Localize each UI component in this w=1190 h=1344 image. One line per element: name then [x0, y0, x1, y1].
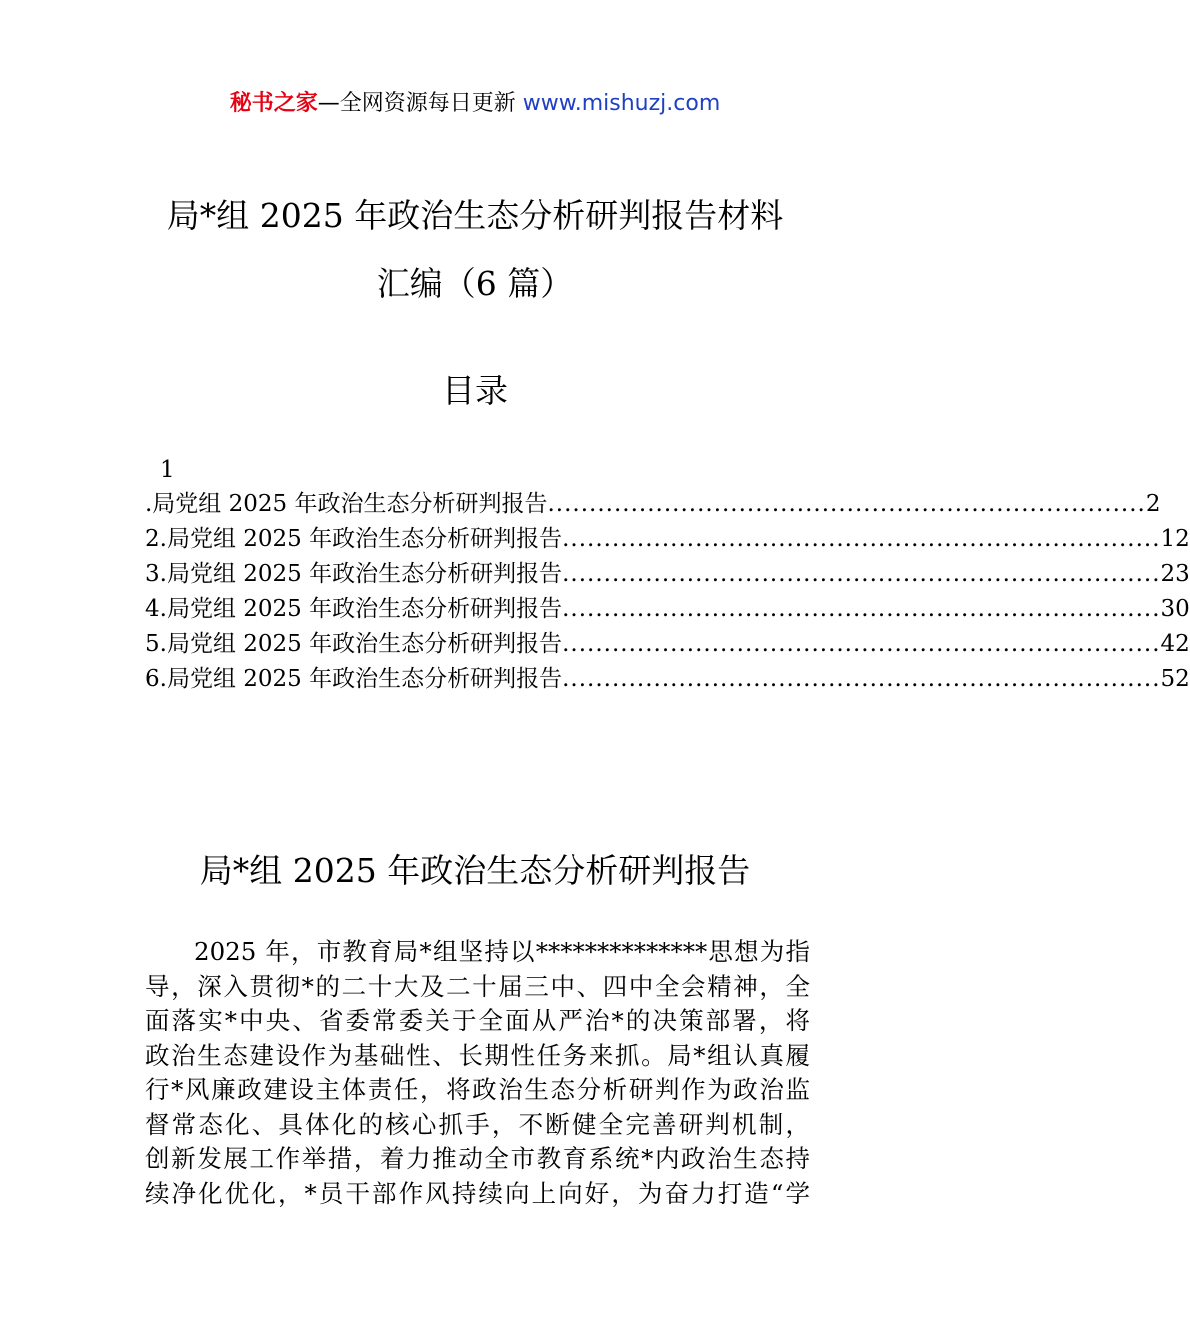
toc-entry[interactable]	[145, 522, 1190, 557]
toc-entry-page: 12	[1160, 526, 1190, 552]
toc-entry[interactable]	[145, 662, 1190, 697]
toc-entry[interactable]	[145, 487, 1161, 522]
toc-leader-dots: ........................................................................	[562, 631, 1161, 657]
toc-entry-page: 30	[1160, 596, 1190, 622]
site-banner	[0, 88, 950, 120]
toc-leader-dots: ........................................................................	[562, 596, 1161, 622]
toc-leader-dots: ........................................................................	[562, 526, 1161, 552]
toc-entry[interactable]	[145, 557, 1190, 592]
site-url-link[interactable]: www.mishuzj.com	[522, 91, 721, 116]
table-of-contents	[145, 453, 1190, 697]
document-title-line-1: 局*组 2025 年政治生态分析研判报告材料	[166, 196, 784, 235]
paragraph-line: 面落实*中央、省委常委关于全面从严治*的决策部署，将	[145, 1006, 810, 1035]
toc-first-number: 1	[160, 457, 175, 483]
paragraph-line: 政治生态建设作为基础性、长期性任务来抓。局*组认真履	[145, 1040, 810, 1070]
toc-entry-label: .局党组 2025 年政治生态分析研判报告	[145, 491, 548, 517]
toc-entry-label: 2.局党组 2025 年政治生态分析研判报告	[145, 526, 563, 552]
document-title-line-2: 汇编（6 篇）	[376, 264, 574, 303]
toc-entry-page: 23	[1160, 561, 1190, 587]
section-title: 局*组 2025 年政治生态分析研判报告	[199, 851, 751, 890]
toc-leader-dots: ........................................................................	[562, 666, 1161, 692]
toc-entry-page: 2	[1145, 491, 1161, 517]
paragraph-line: 2025 年，市教育局*组坚持以**************思想为指	[194, 937, 810, 966]
paragraph-line: 创新发展工作举措，着力推动全市教育系统*内政治生态持	[145, 1144, 810, 1173]
paragraph-line: 导，深入贯彻*的二十大及二十届三中、四中全会精神，全	[145, 971, 810, 1001]
brand-name: 秘书之家	[229, 91, 318, 116]
paragraph-line: 行*风廉政建设主体责任，将政治生态分析研判作为政治监	[145, 1075, 810, 1104]
paragraph-line: 续净化优化，*员干部作风持续向上向好，为奋力打造“学	[145, 1178, 810, 1208]
toc-entry-label: 6.局党组 2025 年政治生态分析研判报告	[145, 666, 563, 692]
toc-entry-label: 5.局党组 2025 年政治生态分析研判报告	[145, 631, 563, 657]
toc-leader-dots: ........................................................................	[547, 491, 1146, 517]
toc-entry-label: 4.局党组 2025 年政治生态分析研判报告	[145, 596, 563, 622]
toc-heading: 目录	[442, 371, 508, 410]
toc-entry[interactable]	[145, 627, 1190, 662]
toc-leader-dots: ........................................................................	[562, 561, 1161, 587]
toc-entry-page: 52	[1160, 666, 1190, 692]
body-paragraph	[145, 935, 810, 1211]
toc-entry-label: 3.局党组 2025 年政治生态分析研判报告	[145, 561, 563, 587]
paragraph-line: 督常态化、具体化的核心抓手，不断健全完善研判机制，	[145, 1109, 810, 1139]
toc-entry-page: 42	[1160, 631, 1190, 657]
banner-slogan: —全网资源每日更新	[317, 91, 523, 116]
toc-entry[interactable]	[145, 592, 1190, 627]
